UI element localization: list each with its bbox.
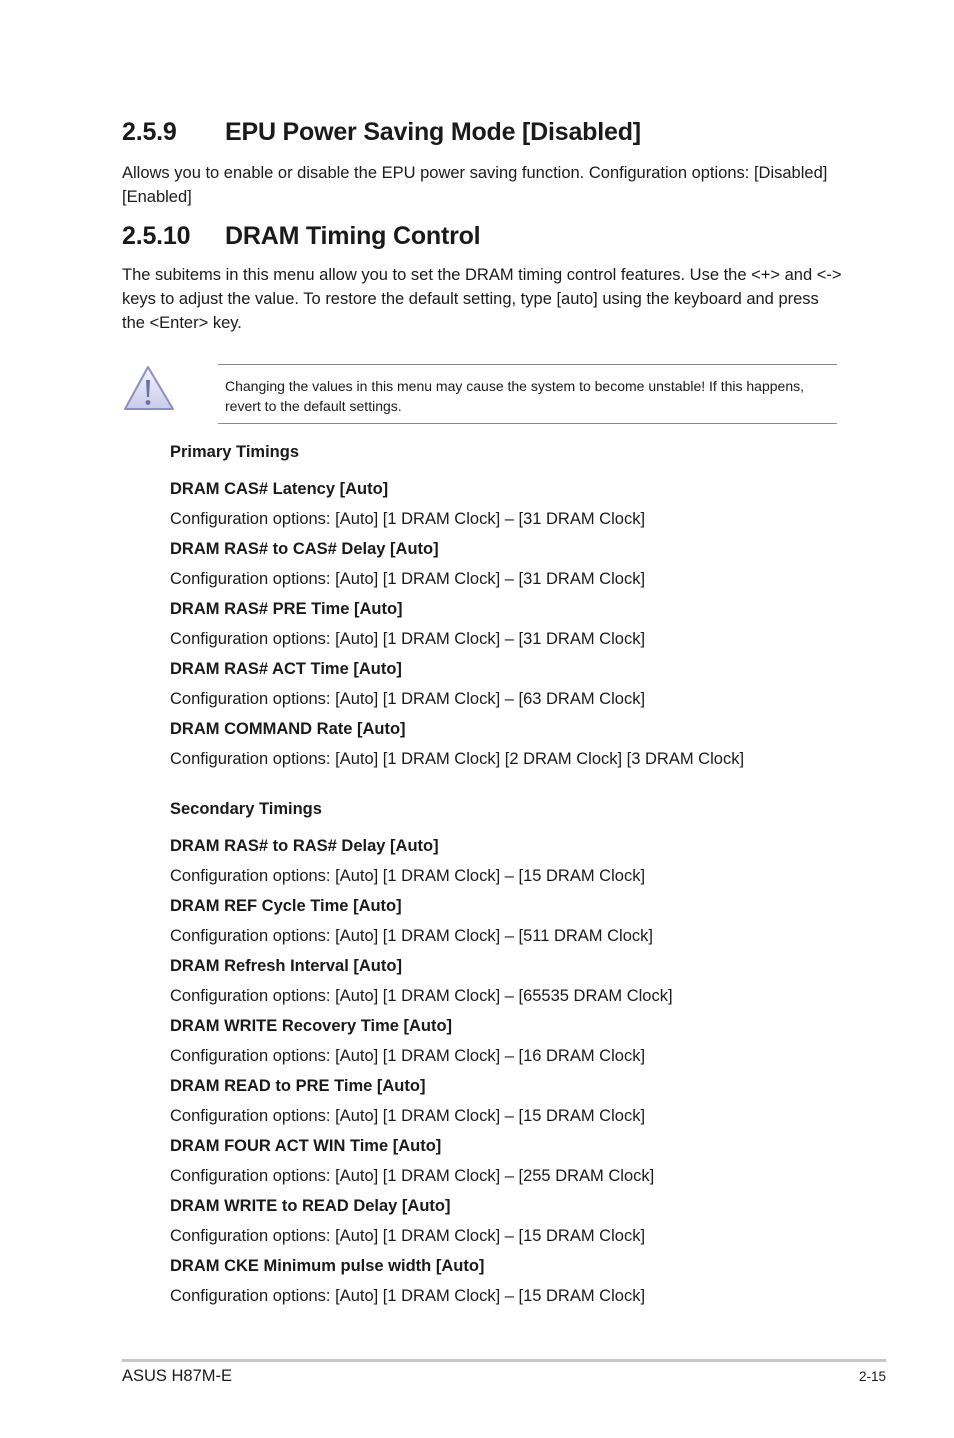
item-options: Configuration options: [Auto] [1 DRAM Clock] [2 DRAM Clock] [3 DRAM Clock] — [170, 750, 745, 768]
section-body-epu: Allows you to enable or disable the EPU power saving function. Configuration options: [Disabled] [Enabled] — [122, 164, 828, 206]
item-options: Configuration options: [Auto] [1 DRAM Clock] – [15 DRAM Clock] — [170, 1227, 646, 1245]
item-options: Configuration options: [Auto] [1 DRAM Clock] – [65535 DRAM Clock] — [170, 987, 673, 1005]
item-options: Configuration options: [Auto] [1 DRAM Clock] – [255 DRAM Clock] — [170, 1167, 655, 1185]
section-number: 2.5.10 — [122, 222, 191, 250]
section-title: DRAM Timing Control — [225, 222, 481, 250]
item-options: Configuration options: [Auto] [1 DRAM Clock] – [31 DRAM Clock] — [170, 630, 646, 648]
item-title: DRAM REF Cycle Time [Auto] — [170, 897, 402, 915]
item-title: DRAM CAS# Latency [Auto] — [170, 480, 389, 498]
item-options: Configuration options: [Auto] [1 DRAM Clock] – [63 DRAM Clock] — [170, 690, 646, 708]
item-options: Configuration options: [Auto] [1 DRAM Clock] – [31 DRAM Clock] — [170, 510, 646, 528]
item-options: Configuration options: [Auto] [1 DRAM Clock] – [15 DRAM Clock] — [170, 1287, 646, 1305]
item-title: DRAM RAS# PRE Time [Auto] — [170, 600, 403, 618]
caution-text: Changing the values in this menu may cause the system to become unstable! If this happens, revert to the default settings. — [225, 378, 804, 414]
item-title: DRAM WRITE Recovery Time [Auto] — [170, 1017, 453, 1035]
item-title: DRAM WRITE to READ Delay [Auto] — [170, 1197, 451, 1215]
footer-product-name: ASUS H87M-E — [122, 1367, 233, 1385]
primary-timings-group — [170, 442, 830, 779]
footer-divider — [122, 1359, 886, 1362]
item-title: DRAM FOUR ACT WIN Time [Auto] — [170, 1137, 442, 1155]
section-heading-epu — [122, 118, 641, 147]
item-title: DRAM RAS# to CAS# Delay [Auto] — [170, 540, 439, 558]
secondary-timings-group — [170, 799, 830, 1316]
group-title: Primary Timings — [170, 443, 299, 461]
item-title: DRAM RAS# ACT Time [Auto] — [170, 660, 402, 678]
section-number: 2.5.9 — [122, 118, 177, 146]
caution-note — [218, 364, 837, 424]
item-title: DRAM READ to PRE Time [Auto] — [170, 1077, 426, 1095]
item-title: DRAM Refresh Interval [Auto] — [170, 957, 402, 975]
item-title: DRAM COMMAND Rate [Auto] — [170, 720, 406, 738]
warning-triangle-icon — [122, 364, 176, 412]
section-title: EPU Power Saving Mode [Disabled] — [225, 118, 641, 146]
item-title: DRAM RAS# to RAS# Delay [Auto] — [170, 837, 439, 855]
group-title: Secondary Timings — [170, 800, 322, 818]
page-number: 2-15 — [858, 1369, 886, 1384]
item-title: DRAM CKE Minimum pulse width [Auto] — [170, 1257, 485, 1275]
item-options: Configuration options: [Auto] [1 DRAM Clock] – [511 DRAM Clock] — [170, 927, 653, 945]
item-options: Configuration options: [Auto] [1 DRAM Clock] – [15 DRAM Clock] — [170, 867, 646, 885]
item-options: Configuration options: [Auto] [1 DRAM Clock] – [31 DRAM Clock] — [170, 570, 646, 588]
item-options: Configuration options: [Auto] [1 DRAM Clock] – [15 DRAM Clock] — [170, 1107, 646, 1125]
item-options: Configuration options: [Auto] [1 DRAM Clock] – [16 DRAM Clock] — [170, 1047, 646, 1065]
section-heading-dram — [122, 222, 480, 251]
section-body-dram: The subitems in this menu allow you to set the DRAM timing control features. Use the <+> and <-> keys to adjust the value. To restore the default setting, type [auto] using the keyboard and press the <Enter> key. — [122, 266, 842, 332]
